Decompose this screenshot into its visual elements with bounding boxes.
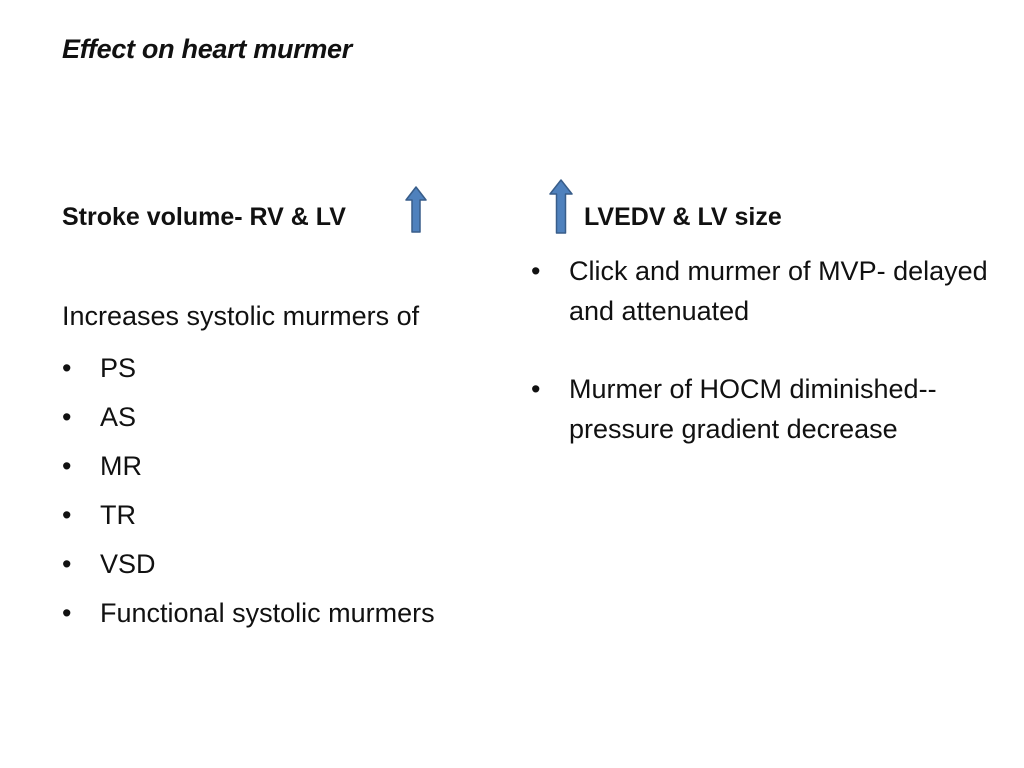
bullet-icon: •: [62, 451, 72, 481]
lvedv-heading: LVEDV & LV size: [584, 203, 782, 231]
bullet-icon: •: [62, 500, 72, 530]
list-item: [531, 369, 1001, 449]
bullet-icon: •: [531, 256, 541, 286]
list-item-label: Click and murmer of MVP- delayed and attenuated: [569, 256, 988, 326]
bullet-icon: •: [62, 402, 72, 432]
bullet-icon: •: [62, 549, 72, 579]
systolic-murmer-list: [62, 350, 435, 644]
up-arrow-icon: [405, 186, 427, 234]
list-item-label: MR: [100, 451, 142, 481]
list-item-label: AS: [100, 402, 137, 432]
list-item-label: TR: [100, 500, 136, 530]
list-item: [62, 546, 435, 595]
lvedv-effects-list: [531, 251, 1001, 487]
list-item: [62, 497, 435, 546]
list-item-label: Murmer of HOCM diminished-- pressure gradient decrease: [569, 374, 937, 444]
list-item-label: VSD: [100, 549, 156, 579]
list-item: [62, 399, 435, 448]
list-item: [62, 595, 435, 644]
slide-title: Effect on heart murmer: [62, 34, 352, 64]
bullet-icon: •: [531, 374, 541, 404]
bullet-icon: •: [62, 353, 72, 383]
stroke-volume-heading: Stroke volume- RV & LV: [62, 203, 346, 231]
list-item: [62, 448, 435, 497]
list-item: [62, 350, 435, 399]
list-item-label: PS: [100, 353, 137, 383]
up-arrow-icon: [549, 179, 573, 235]
systolic-murmers-intro: Increases systolic murmers of: [62, 301, 420, 331]
list-item: [531, 251, 1001, 331]
bullet-icon: •: [62, 598, 72, 628]
list-item-label: Functional systolic murmers: [100, 598, 435, 628]
